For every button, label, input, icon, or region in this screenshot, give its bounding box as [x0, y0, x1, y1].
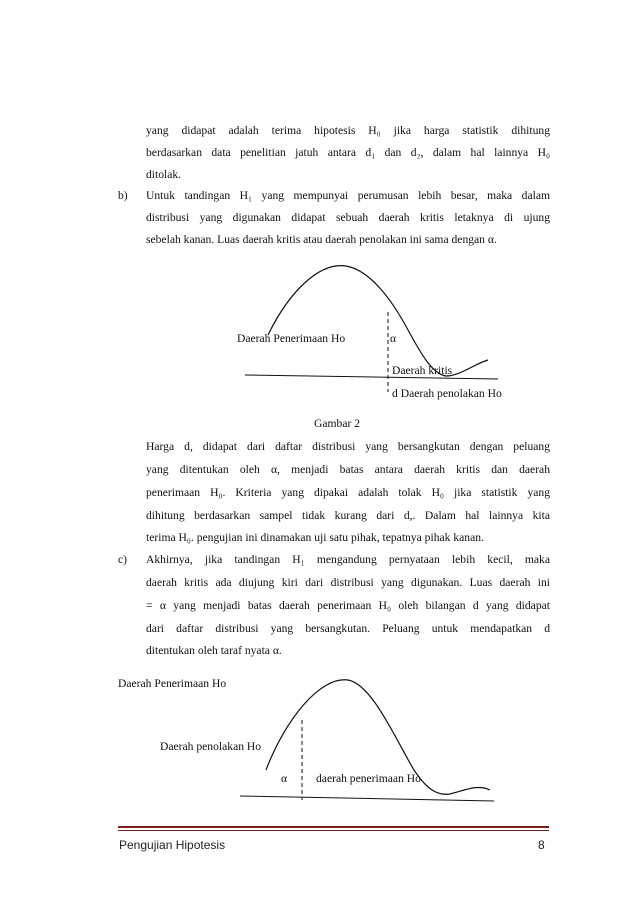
text-line: distribusi yang digunakan didapat sebuah daerah kritis letaknya di ujung	[146, 211, 550, 224]
text-line: ditentukan oleh taraf nyata α.	[146, 644, 282, 657]
text-line: yang didapat adalah terima hipotesis H₀ jika harga statistik dihitung	[146, 124, 550, 137]
footer-rule-thin	[118, 830, 549, 831]
figure-caption: Gambar 2	[314, 417, 361, 430]
list-marker-c: c)	[118, 553, 128, 566]
text-line: dihitung berdasarkan sampel tidak kurang dari d,. Dalam hal lainnya kita	[146, 509, 550, 522]
text-line: dari daftar distribusi yang bersangkutan. Peluang untuk mendapatkan d	[146, 622, 550, 635]
list-marker-b: b)	[118, 189, 128, 202]
text-line: berdasarkan data penelitian jatuh antara d₁ dan d₂, dalam hal lainnya H₀	[146, 146, 550, 159]
text-line: sebelah kanan. Luas daerah kritis atau daerah penolakan ini sama dengan α.	[146, 233, 497, 246]
baseline	[245, 375, 498, 379]
label-rejection-region-left: Daerah penolakan Ho	[160, 740, 262, 753]
label-rejection-region: d Daerah penolakan Ho	[392, 387, 502, 400]
label-critical-region: Daerah kritis	[392, 364, 453, 377]
label-alpha: α	[390, 332, 397, 345]
text-line: daerah kritis ada diujung kiri dari distribusi yang digunakan. Luas daerah ini	[146, 576, 550, 589]
text-line: Harga d, didapat dari daftar distribusi yang bersangkutan dengan peluang	[146, 440, 550, 453]
text-line: = α yang menjadi batas daerah penerimaan H₀ oleh bilangan d yang didapat	[146, 599, 550, 612]
footer-title: Pengujian Hipotesis	[119, 838, 226, 852]
text-line: Akhirnya, jika tandingan H₁ mengandung pernyataan lebih kecil, maka	[146, 553, 550, 566]
text-line: terima H₀. pengujian ini dinamakan uji satu pihak, tepatnya pihak kanan.	[146, 531, 484, 544]
text-line: ditolak.	[146, 168, 182, 181]
footer-rule	[118, 826, 549, 828]
text-line: penerimaan H₀. Kriteria yang dipakai adalah tolak H₀ jika statistik yang	[146, 486, 550, 499]
label-acceptance-region: Daerah Penerimaan Ho	[237, 332, 346, 345]
distribution-curve	[268, 266, 488, 376]
text-line: yang ditentukan oleh α, menjadi batas antara daerah kritis dan daerah	[146, 463, 550, 476]
label-alpha-left: α	[281, 772, 288, 785]
label-acceptance-region-top: Daerah Penerimaan Ho	[118, 677, 227, 690]
page-number: 8	[538, 838, 545, 852]
text-line: Untuk tandingan H₁ yang mempunyai perumusan lebih besar, maka dalam	[146, 189, 550, 202]
baseline-left	[240, 796, 494, 801]
label-acceptance-region-left: daerah penerimaan Ho	[316, 772, 421, 785]
